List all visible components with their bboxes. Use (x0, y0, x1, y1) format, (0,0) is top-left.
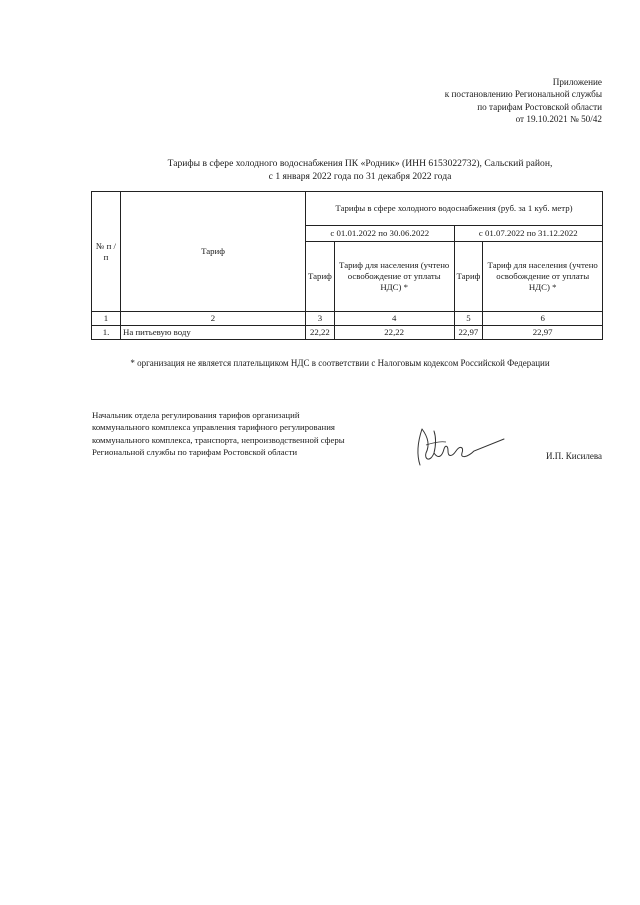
appendix-line: по тарифам Ростовской области (477, 101, 602, 112)
row-value: 22,97 (454, 326, 483, 340)
header-tariff: Тариф (121, 192, 306, 312)
header-period-2: с 01.07.2022 по 31.12.2022 (454, 226, 603, 242)
column-number: 3 (306, 312, 335, 326)
subheader-tariff: Тариф (454, 242, 483, 312)
row-name: На питьевую воду (121, 326, 306, 340)
column-number: 4 (334, 312, 454, 326)
signer-position (92, 409, 345, 459)
handwritten-signature-icon (412, 423, 507, 471)
signer-position-line: коммунального комплекса управления тарифного регулирования (92, 422, 335, 433)
row-value: 22,22 (334, 326, 454, 340)
subheader-population: Тариф для населения (учтено освобождение от уплаты НДС) * (334, 242, 454, 312)
header-no: № п /п (92, 192, 121, 312)
appendix-line: от 19.10.2021 № 50/42 (515, 113, 602, 124)
header-group: Тарифы в сфере холодного водоснабжения (руб. за 1 куб. метр) (306, 192, 603, 226)
column-number: 5 (454, 312, 483, 326)
row-value: 22,97 (483, 326, 603, 340)
signer-position-line: Региональной службы по тарифам Ростовской области (92, 447, 298, 458)
footnote: * организация не является плательщиком НДС в соответствии с Налоговым кодексом Российской Федерации (130, 358, 550, 368)
header-period-1: с 01.01.2022 по 30.06.2022 (306, 226, 455, 242)
row-no: 1. (92, 326, 121, 340)
row-value: 22,22 (306, 326, 335, 340)
signer-name: И.П. Кисилева (546, 451, 602, 461)
column-number-row (92, 312, 603, 326)
document-title (60, 158, 640, 184)
signer-position-line: коммунального комплекса, транспорта, непроизводственной сферы (92, 434, 345, 445)
column-number: 1 (92, 312, 121, 326)
appendix-block (445, 76, 602, 125)
table-row (92, 326, 603, 340)
signer-position-line: Начальник отдела регулирования тарифов организаций (92, 410, 300, 420)
appendix-line: к постановлению Региональной службы (444, 89, 602, 100)
subheader-tariff: Тариф (306, 242, 335, 312)
appendix-line: Приложение (552, 77, 602, 87)
subheader-population: Тариф для населения (учтено освобождение от уплаты НДС) * (483, 242, 603, 312)
title-line-2: с 1 января 2022 года по 31 декабря 2022 года (268, 170, 452, 182)
tariff-table (91, 191, 603, 340)
title-line-1: Тарифы в сфере холодного водоснабжения ПК «Родник» (ИНН 6153022732), Сальский район, (167, 158, 553, 169)
column-number: 6 (483, 312, 603, 326)
column-number: 2 (121, 312, 306, 326)
